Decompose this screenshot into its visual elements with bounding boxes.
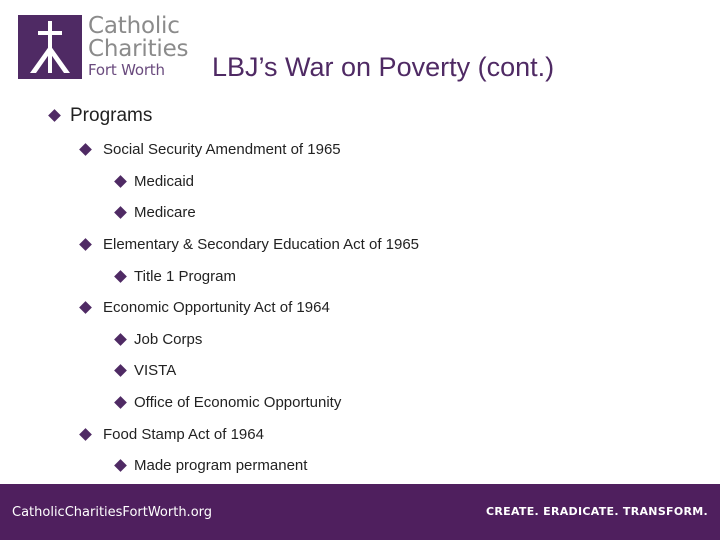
logo-line-1: Catholic bbox=[88, 13, 180, 39]
bullet-text: Programs bbox=[70, 105, 153, 126]
diamond-bullet-icon bbox=[79, 143, 92, 156]
diamond-bullet-icon bbox=[114, 364, 127, 377]
logo-line-3: Fort Worth bbox=[88, 61, 165, 79]
logo-line-2: Charities bbox=[88, 36, 189, 62]
bullet-text: Office of Economic Opportunity bbox=[134, 394, 342, 411]
bullet-text: Social Security Amendment of 1965 bbox=[103, 141, 341, 158]
slide-title: LBJ’s War on Poverty (cont.) bbox=[212, 52, 555, 82]
bullet-text: Title 1 Program bbox=[134, 268, 236, 285]
bullet-text: Made program permanent bbox=[134, 457, 308, 474]
diamond-bullet-icon bbox=[79, 428, 92, 441]
logo bbox=[18, 15, 196, 79]
diamond-bullet-icon bbox=[114, 206, 127, 219]
footer-url: CatholicCharitiesFortWorth.org bbox=[12, 505, 213, 520]
diamond-bullet-icon bbox=[79, 301, 92, 314]
logo-wordmark bbox=[88, 15, 188, 79]
footer-tagline: CREATE. ERADICATE. TRANSFORM. bbox=[486, 505, 708, 518]
bullet-text: Food Stamp Act of 1964 bbox=[103, 426, 264, 443]
bullet-text: Job Corps bbox=[134, 331, 203, 348]
diamond-bullet-icon bbox=[114, 459, 127, 472]
bullet-text: Medicare bbox=[134, 204, 196, 221]
diamond-bullet-icon bbox=[79, 238, 92, 251]
bullet-text: Economic Opportunity Act of 1964 bbox=[103, 299, 330, 316]
diamond-bullet-icon bbox=[114, 396, 127, 409]
diamond-bullet-icon bbox=[114, 333, 127, 346]
diamond-bullet-icon bbox=[48, 109, 61, 122]
bullet-text: VISTA bbox=[134, 362, 177, 379]
bullet-text: Elementary & Secondary Education Act of 1965 bbox=[103, 236, 420, 253]
diamond-bullet-icon bbox=[114, 270, 127, 283]
bullet-text: Medicaid bbox=[134, 173, 195, 190]
diamond-bullet-icon bbox=[114, 175, 127, 188]
cross-icon bbox=[18, 15, 82, 79]
footer-bar bbox=[0, 484, 720, 540]
